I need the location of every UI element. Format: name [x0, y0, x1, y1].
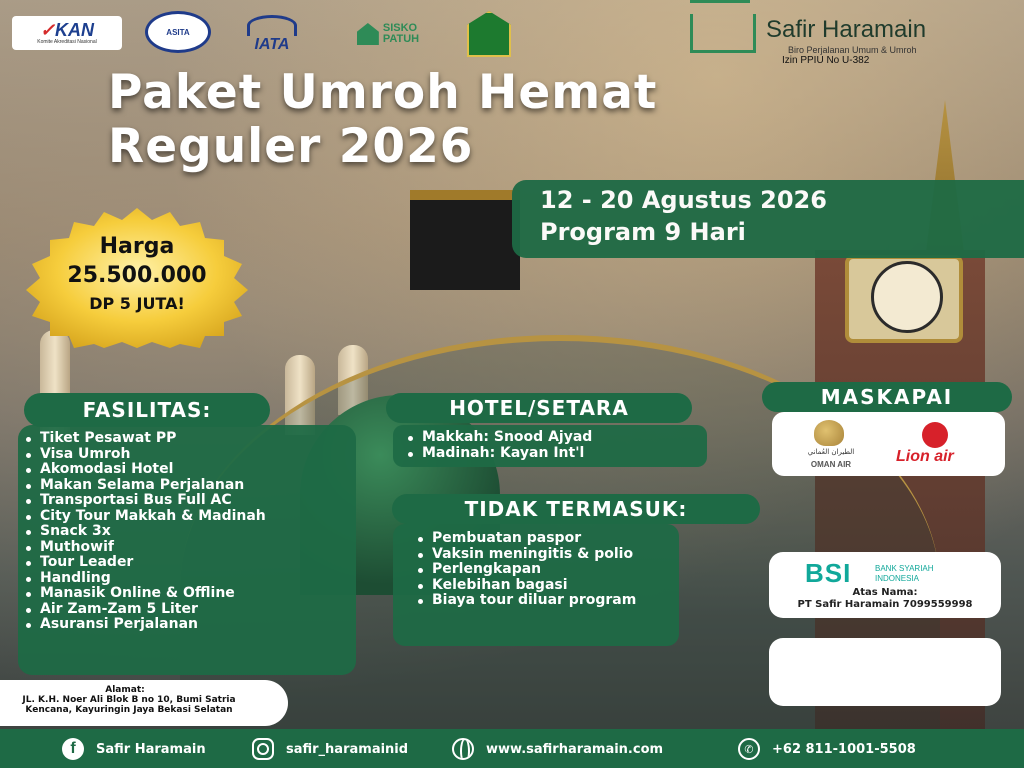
lion-head-icon — [922, 422, 948, 448]
asita-logo — [145, 12, 211, 52]
mosque-outline-icon — [690, 14, 756, 53]
instagram-icon — [252, 738, 274, 760]
package-title — [108, 66, 657, 174]
list-item: Snack 3x — [18, 524, 356, 540]
travel-dates: 12 - 20 Agustus 2026 — [540, 186, 827, 214]
kan-logo-sub: Komite Akreditasi Nasional — [37, 39, 97, 45]
oman-air-emblem-icon — [814, 420, 844, 446]
lion-air-name: Lion air — [896, 448, 954, 465]
bsi-logo — [805, 558, 851, 589]
price-amount: 25.500.000 — [67, 263, 207, 288]
kemenag-logo — [466, 12, 512, 56]
asita-logo-text: ASITA — [145, 11, 211, 53]
list-item: Manasik Online & Offline — [18, 586, 356, 602]
title-line-1: Paket Umroh Hemat — [108, 65, 658, 120]
whatsapp-number: +62 811-1001-5508 — [772, 741, 916, 757]
sisko-patuh-text — [383, 23, 419, 45]
list-item: Makkah: Snood Ajyad — [400, 430, 592, 446]
title-line-2: Reguler 2026 — [108, 119, 474, 174]
excluded-list — [410, 531, 675, 609]
iata-logo-text: IATA — [254, 35, 290, 53]
hotel-list — [400, 430, 592, 461]
facilities-heading: FASILITAS: — [24, 393, 270, 427]
list-item: Tiket Pesawat PP — [18, 431, 356, 447]
list-item: Visa Umroh — [18, 447, 356, 463]
agency-name: Safir Haramain — [766, 16, 927, 43]
shield-icon — [467, 11, 511, 57]
kan-logo — [12, 16, 122, 50]
list-item: Air Zam-Zam 5 Liter — [18, 602, 356, 618]
globe-icon — [247, 15, 297, 36]
price-badge — [2, 208, 302, 348]
house-icon — [357, 23, 379, 45]
address-label: Alamat: — [105, 685, 145, 695]
kaaba-image — [410, 190, 520, 290]
globe-icon — [452, 738, 474, 760]
list-item: Perlengkapan — [410, 562, 675, 578]
oman-air-logo — [786, 420, 876, 472]
list-item: Muthowif — [18, 540, 356, 556]
list-item: Madinah: Kayan Int'l — [400, 446, 592, 462]
bank-name: BANK SYARIAH INDONESIA — [875, 564, 934, 583]
list-item: City Tour Makkah & Madinah — [18, 509, 356, 525]
sisko-text: SISKO — [382, 22, 418, 34]
list-item: Tour Leader — [18, 555, 356, 571]
list-item: Vaksin meningitis & polio — [410, 547, 675, 563]
patuh-text: PATUH — [382, 33, 420, 45]
facilities-list — [18, 431, 356, 633]
safir-haramain-logo — [688, 14, 1003, 66]
facebook-name: Safir Haramain — [96, 741, 206, 757]
website-url: www.safirharamain.com — [486, 741, 664, 757]
list-item: Akomodasi Hotel — [18, 462, 356, 478]
account-label: Atas Nama: — [852, 587, 918, 598]
lion-air-logo — [894, 422, 994, 470]
whatsapp-contact[interactable] — [738, 738, 916, 760]
account-number: PT Safir Haramain 7099559998 — [797, 599, 973, 610]
blank-card — [769, 638, 1001, 706]
list-item: Asuransi Perjalanan — [18, 617, 356, 633]
clock-face — [845, 255, 963, 343]
list-item: Transportasi Bus Full AC — [18, 493, 356, 509]
contact-footer — [0, 729, 1024, 768]
bank-info-card — [769, 552, 1001, 618]
bsi-logo-text: BSI — [805, 558, 852, 588]
address-text: JL. K.H. Noer Ali Blok B no 10, Bumi Satria Kencana, Kayuringin Jaya Bekasi Selatan — [22, 695, 236, 715]
instagram-contact[interactable] — [252, 738, 408, 760]
down-payment: DP 5 JUTA! — [89, 294, 185, 313]
iata-logo — [232, 14, 312, 54]
kan-logo-text: ✓KAN — [39, 20, 95, 40]
hotel-heading: HOTEL/SETARA — [386, 393, 692, 423]
price-label: Harga — [99, 234, 175, 259]
facebook-icon: f — [62, 738, 84, 760]
agency-license: Izin PPIU No U-382 — [782, 55, 870, 66]
instagram-handle: safir_haramainid — [286, 741, 409, 757]
airlines-heading: MASKAPAI — [762, 382, 1012, 412]
facebook-contact[interactable] — [62, 738, 206, 760]
excluded-heading: TIDAK TERMASUK: — [392, 494, 760, 524]
oman-air-name: OMAN AIR — [810, 460, 852, 469]
airlines-panel — [772, 412, 1005, 476]
list-item: Biaya tour diluar program — [410, 593, 675, 609]
oman-air-arabic: الطيران العُماني — [807, 448, 855, 456]
program-duration: Program 9 Hari — [540, 218, 746, 246]
whatsapp-icon: ✆ — [738, 738, 760, 760]
address-box — [0, 680, 288, 726]
schedule-box — [512, 180, 1024, 258]
sisko-patuh-logo — [338, 20, 438, 48]
website-contact[interactable] — [452, 738, 663, 760]
list-item: Handling — [18, 571, 356, 587]
list-item: Makan Selama Perjalanan — [18, 478, 356, 494]
list-item: Pembuatan paspor — [410, 531, 675, 547]
agency-subtitle: Biro Perjalanan Umum & Umroh — [788, 45, 917, 55]
list-item: Kelebihan bagasi — [410, 578, 675, 594]
